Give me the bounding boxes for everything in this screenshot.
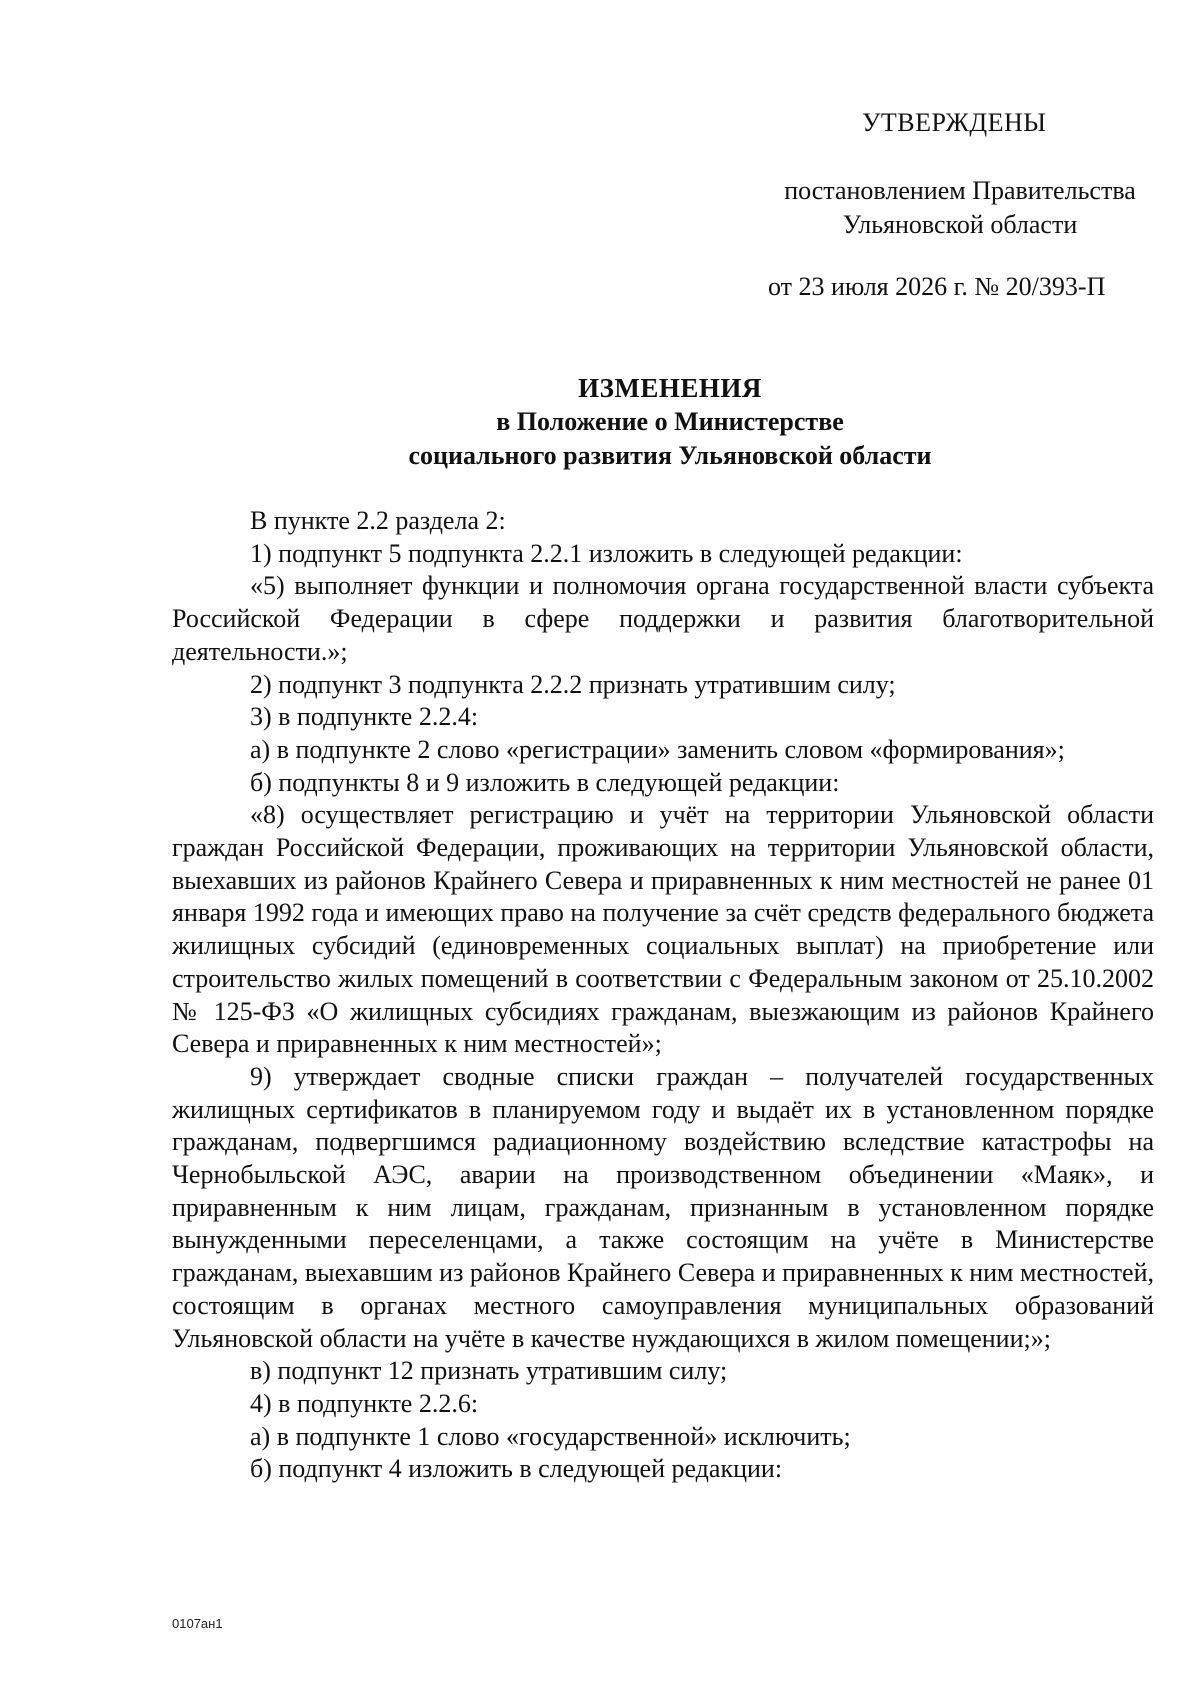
- approval-date-number: от 23 июля 2026 г. № 20/393-П: [768, 272, 1106, 301]
- paragraph-item-3b: б) подпункты 8 и 9 изложить в следующей редакции:: [250, 767, 840, 797]
- document-code: 0107ан1: [172, 1616, 223, 1631]
- document-body: [172, 505, 1154, 1486]
- approval-stamp-title: УТВЕРЖДЕНЫ: [862, 108, 1047, 137]
- paragraph-item-4b: б) подпункт 4 изложить в следующей редакции:: [250, 1454, 783, 1484]
- paragraph-item-1: 1) подпункт 5 подпункта 2.2.1 изложить в следующей редакции:: [250, 538, 963, 568]
- paragraph-item-3: 3) в подпункте 2.2.4:: [250, 702, 479, 732]
- document-subtitle-line2: социального развития Ульяновской области: [408, 441, 932, 470]
- document-subtitle-line1: в Положение о Министерстве: [496, 407, 844, 436]
- paragraph-intro: В пункте 2.2 раздела 2:: [250, 506, 506, 535]
- paragraph-item-3c: в) подпункт 12 признать утратившим силу;: [250, 1356, 728, 1386]
- paragraph-item-2: 2) подпункт 3 подпункта 2.2.2 признать утратившим силу;: [250, 669, 896, 699]
- paragraph-item-4: 4) в подпункте 2.2.6:: [250, 1388, 479, 1418]
- paragraph-quote-9: 9) утверждает сводные списки граждан – получателей государственных жилищных сертификатов в планируемом году и выдаёт их в установленном порядке гражданам, подвергшимся радиационному воздействию вследствие катастрофы на Чернобыльской АЭС, аварии на производственном объединении «Маяк», и приравненным к ним лицам, гражданам, признанным в установленном порядке вынужденными переселенцами, а также состоящим на учёте в Министерстве гражданам, выехавшим из районов Крайнего Севера и приравненных к ним местностей, состоящим в органах местного самоуправления муниципальных образований Ульяновской области на учёте в качестве нуждающихся в жилом помещении;»;: [172, 1061, 1154, 1353]
- paragraph-quote-8: «8) осуществляет регистрацию и учёт на территории Ульяновской области граждан Российской Федерации, проживающих на территории Ульяновской области, выехавших из районов Крайнего Севера и приравненных к ним местностей не ранее 01 января 1992 года и имеющих право на получение за счёт средств федерального бюджета жилищных субсидий (единовременных социальных выплат) на приобретение или строительство жилых помещений в соответствии с Федеральным законом от 25.10.2002 № 125-ФЗ «О жилищных субсидиях гражданам, выезжающим из районов Крайнего Севера и приравненных к ним местностей»;: [172, 800, 1154, 1059]
- paragraph-quote-5: «5) выполняет функции и полномочия органа государственной власти субъекта Российской Федерации в сфере поддержки и развития благотворительной деятельности.»;: [172, 571, 1154, 666]
- approval-authority-line: постановлением Правительства: [784, 176, 1136, 205]
- approval-region-line: Ульяновской области: [842, 210, 1078, 239]
- paragraph-item-4a: а) в подпункте 1 слово «государственной» исключить;: [250, 1421, 851, 1451]
- paragraph-item-3a: а) в подпункте 2 слово «регистрации» заменить словом «формирования»;: [250, 734, 1065, 764]
- document-title: ИЗМЕНЕНИЯ: [578, 373, 762, 403]
